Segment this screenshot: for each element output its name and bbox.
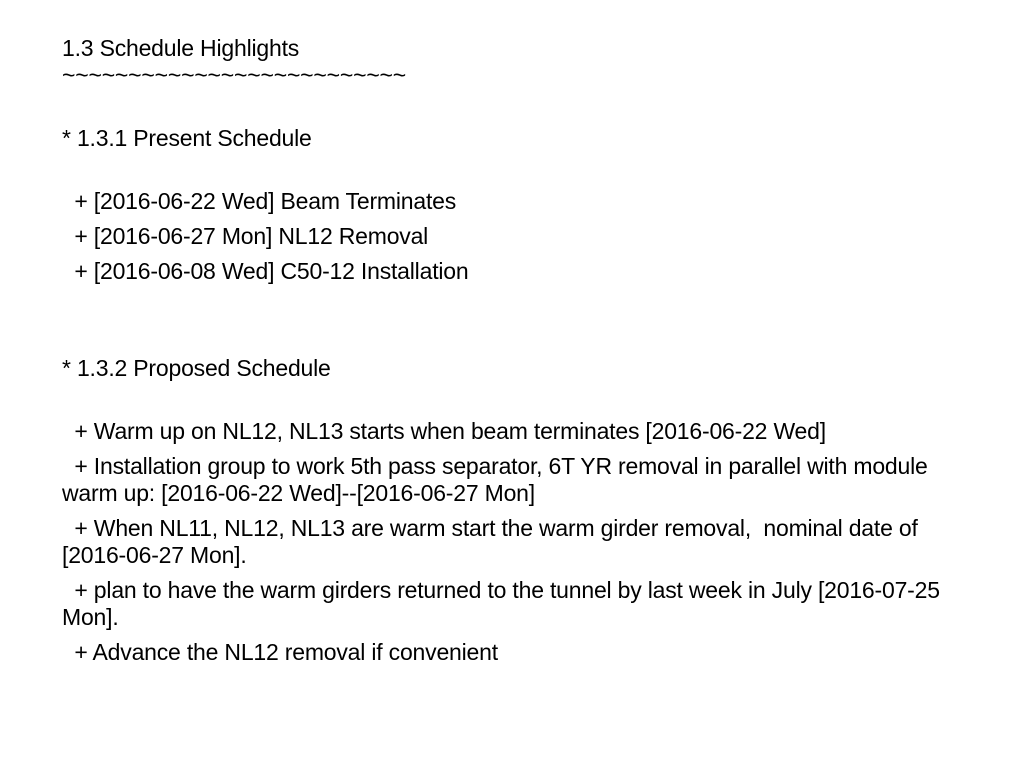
present-schedule-list [62,188,967,285]
proposed-schedule-item: + plan to have the warm girders returned to the tunnel by last week in July [2016-07-25 Mon]. [62,577,947,630]
spacer [62,382,967,418]
spacer [62,152,967,188]
proposed-schedule-item: + Warm up on NL12, NL13 starts when beam terminates [2016-06-22 Wed] [62,418,826,444]
present-schedule-item: + [2016-06-27 Mon] NL12 Removal [62,223,429,249]
proposed-schedule-list [62,418,967,666]
slide-content [62,35,967,666]
proposed-schedule-item: + When NL11, NL12, NL13 are warm start the warm girder removal, nominal date of [2016-06-27 Mon]. [62,515,924,568]
present-schedule-heading: * 1.3.1 Present Schedule [62,125,312,151]
proposed-schedule-item: + Installation group to work 5th pass separator, 6T YR removal in parallel with module warm up: [2016-06-22 Wed]--[2016-06-27 Mon] [62,453,934,506]
title-underline: ~~~~~~~~~~~~~~~~~~~~~~~~~~ [62,62,407,88]
present-schedule-item: + [2016-06-08 Wed] C50-12 Installation [62,258,469,284]
spacer [62,285,967,355]
proposed-schedule-item: + Advance the NL12 removal if convenient [62,639,498,665]
proposed-schedule-heading: * 1.3.2 Proposed Schedule [62,355,331,381]
spacer [62,89,967,125]
present-schedule-item: + [2016-06-22 Wed] Beam Terminates [62,188,457,214]
section-title: 1.3 Schedule Highlights [62,35,300,61]
